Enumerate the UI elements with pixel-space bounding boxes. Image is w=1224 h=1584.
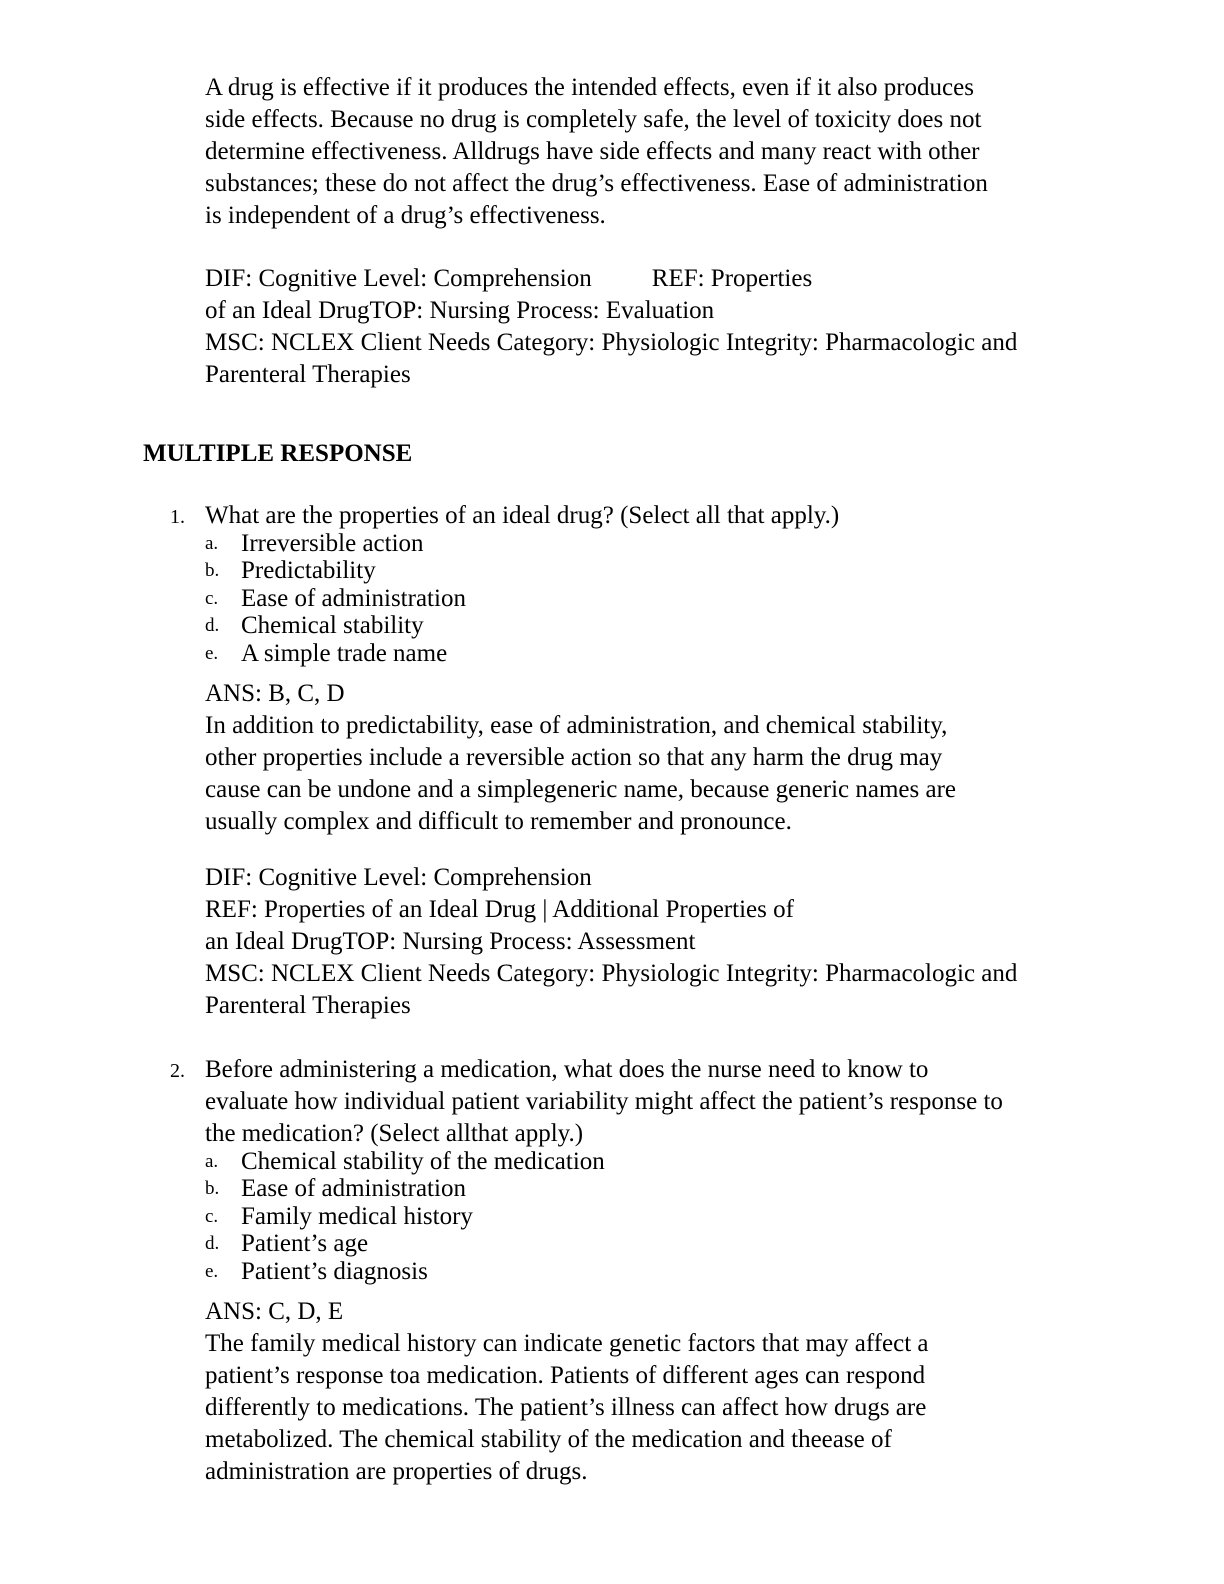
option-text: Ease of administration	[241, 1175, 466, 1203]
meta-msc: MSC: NCLEX Client Needs Category: Physiologic Integrity: Pharmacologic and	[205, 960, 1018, 987]
option-text: A simple trade name	[241, 639, 448, 667]
meta-msc-cont: Parenteral Therapies	[205, 361, 411, 388]
rationale-line: determine effectiveness. Alldrugs have side effects and many react with other	[205, 138, 980, 165]
rationale-line: cause can be undone and a simplegeneric name, because generic names are	[205, 776, 957, 803]
rationale-line: side effects. Because no drug is completely safe, the level of toxicity does not	[205, 106, 982, 133]
question-stem	[205, 500, 1125, 532]
rationale-line: other properties include a reversible action so that any harm the drug may	[205, 744, 943, 771]
option-letter: b.	[205, 1178, 220, 1200]
rationale-line: administration are properties of drugs.	[205, 1458, 588, 1485]
answer-key: ANS: B, C, D	[205, 680, 345, 707]
options-list	[205, 1148, 905, 1285]
stem-line: the medication? (Select allthat apply.)	[205, 1120, 584, 1147]
option-text: Ease of administration	[241, 584, 466, 612]
question-number: 2.	[170, 1060, 185, 1082]
question-metadata	[205, 862, 1125, 1022]
answer-key: ANS: C, D, E	[205, 1298, 344, 1325]
stem-line: What are the properties of an ideal drug? (Select all that apply.)	[205, 502, 840, 529]
option-letter: e.	[205, 1260, 219, 1282]
option-d[interactable]	[205, 612, 905, 639]
option-letter: d.	[205, 615, 220, 637]
option-letter: a.	[205, 1151, 219, 1172]
option-text: Irreversible action	[241, 530, 424, 557]
option-b[interactable]	[205, 1175, 905, 1202]
rationale-line: In addition to predictability, ease of administration, and chemical stability,	[205, 712, 948, 739]
option-d[interactable]	[205, 1230, 905, 1257]
option-text: Patient’s age	[241, 1230, 369, 1258]
rationale-line: is independent of a drug’s effectiveness.	[205, 202, 606, 229]
question-number: 1.	[170, 506, 185, 528]
meta-ref-top: an Ideal DrugTOP: Nursing Process: Assessment	[205, 928, 696, 955]
meta-dif: DIF: Cognitive Level: Comprehension	[205, 864, 592, 891]
meta-dif: DIF: Cognitive Level: Comprehension	[205, 265, 592, 292]
meta-ref-top: of an Ideal DrugTOP: Nursing Process: Evaluation	[205, 297, 715, 324]
option-a[interactable]	[205, 530, 905, 557]
rationale-line: substances; these do not affect the drug’s effectiveness. Ease of administration	[205, 170, 988, 197]
option-a[interactable]	[205, 1148, 905, 1175]
options-list	[205, 530, 905, 667]
rationale-line: patient’s response toa medication. Patients of different ages can respond	[205, 1362, 926, 1389]
rationale-line: The family medical history can indicate genetic factors that may affect a	[205, 1330, 929, 1357]
option-text: Chemical stability	[241, 612, 424, 640]
option-letter: e.	[205, 642, 219, 664]
question-stem	[205, 1054, 1125, 1150]
option-b[interactable]	[205, 557, 905, 584]
meta-msc-cont: Parenteral Therapies	[205, 992, 411, 1019]
option-text: Patient’s diagnosis	[241, 1257, 428, 1285]
meta-dif-ref-line	[205, 263, 1125, 295]
section-heading: MULTIPLE RESPONSE	[143, 440, 413, 467]
meta-ref: REF: Properties	[651, 265, 813, 292]
answer-block	[205, 678, 1125, 838]
option-text: Predictability	[241, 557, 376, 585]
option-e[interactable]	[205, 1258, 905, 1285]
option-letter: c.	[205, 1205, 219, 1227]
option-letter: b.	[205, 560, 220, 582]
rationale-line: metabolized. The chemical stability of the medication and theease of	[205, 1426, 892, 1453]
rationale-line: usually complex and difficult to remember and pronounce.	[205, 808, 792, 835]
intro-rationale	[205, 72, 1125, 232]
option-c[interactable]	[205, 1203, 905, 1230]
option-letter: a.	[205, 533, 219, 554]
intro-metadata	[205, 263, 1125, 391]
option-e[interactable]	[205, 640, 905, 667]
meta-msc: MSC: NCLEX Client Needs Category: Physiologic Integrity: Pharmacologic and	[205, 329, 1018, 356]
option-text: Family medical history	[241, 1202, 473, 1230]
meta-ref: REF: Properties of an Ideal Drug | Additional Properties of	[205, 896, 794, 923]
stem-line: Before administering a medication, what does the nurse need to know to	[205, 1056, 929, 1083]
option-letter: c.	[205, 587, 219, 609]
rationale-line: differently to medications. The patient’s illness can affect how drugs are	[205, 1394, 927, 1421]
option-c[interactable]	[205, 585, 905, 612]
option-text: Chemical stability of the medication	[241, 1148, 605, 1175]
option-letter: d.	[205, 1233, 220, 1255]
rationale-line: A drug is effective if it produces the intended effects, even if it also produces	[205, 74, 974, 101]
stem-line: evaluate how individual patient variability might affect the patient’s response to	[205, 1088, 1003, 1115]
answer-block	[205, 1296, 1125, 1488]
